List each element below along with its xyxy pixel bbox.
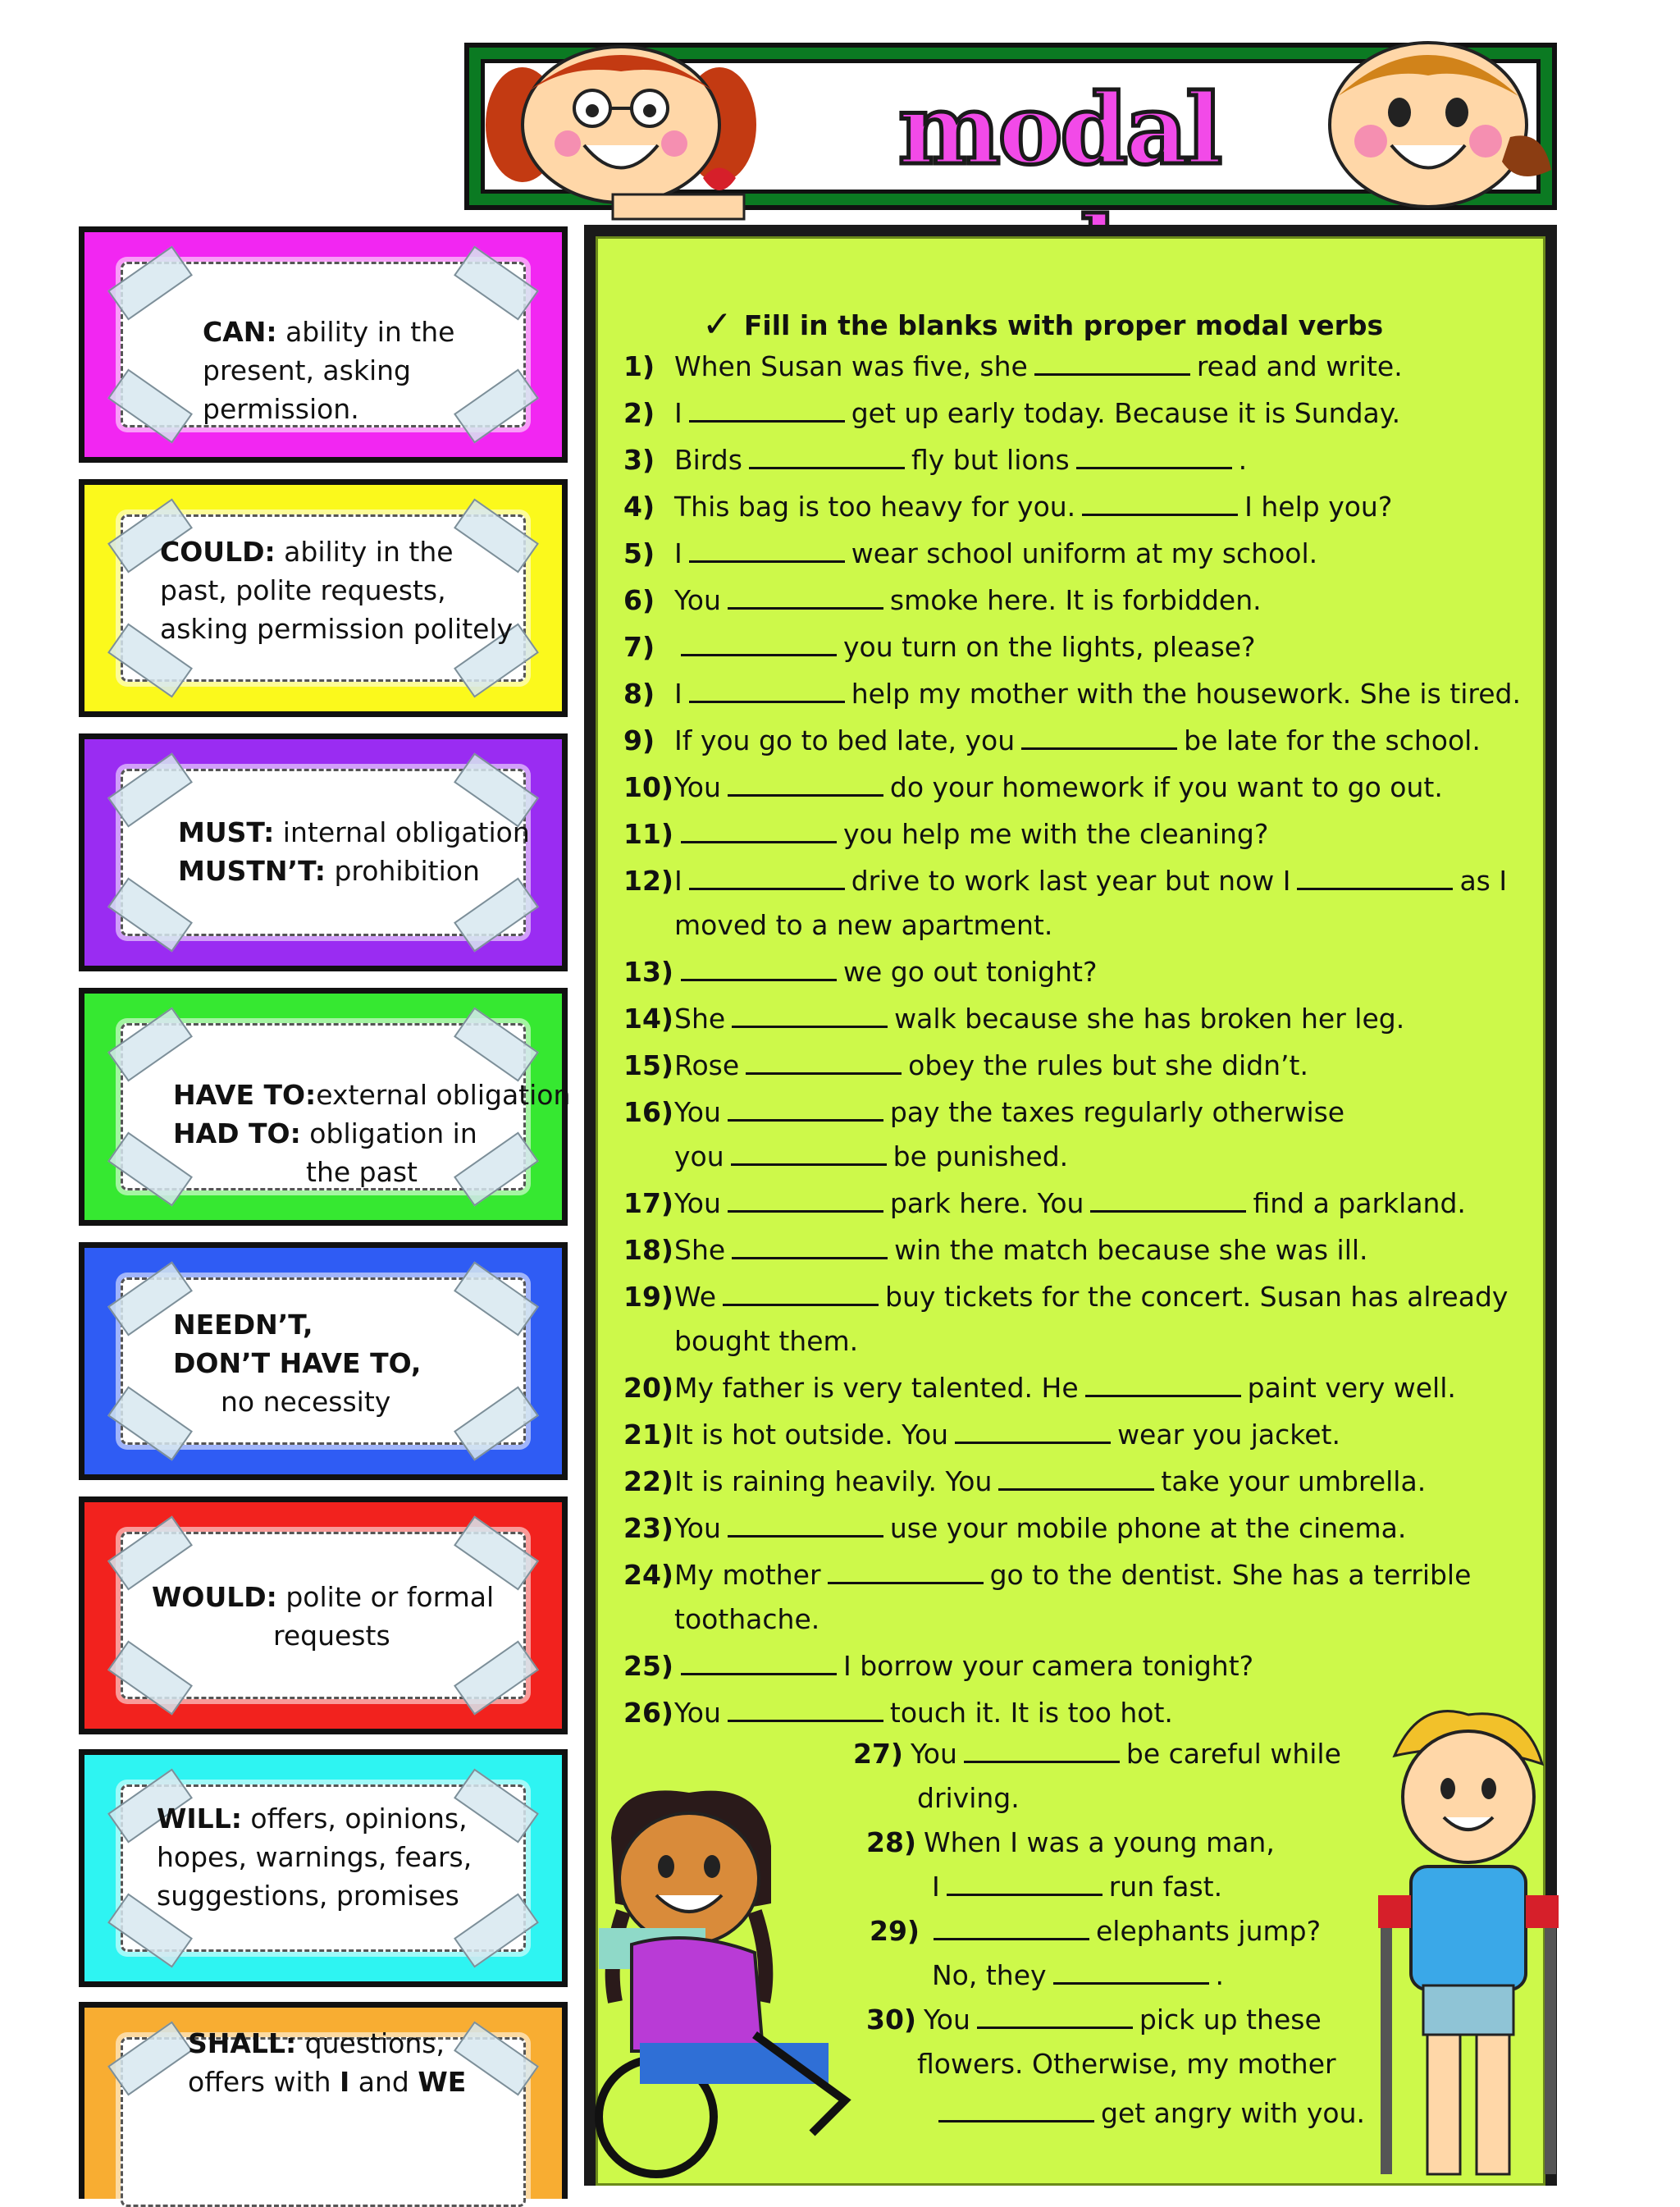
card-shall xyxy=(79,2002,568,2199)
question-text: be careful while xyxy=(1125,1738,1341,1770)
answer-blank[interactable] xyxy=(728,1187,883,1213)
question-row xyxy=(870,1913,1321,1949)
question-text: you help me with the cleaning? xyxy=(843,818,1269,850)
question-text: This bag is too heavy for you. xyxy=(674,491,1076,523)
question-row xyxy=(623,1464,1426,1500)
question-number: 2) xyxy=(623,397,655,429)
question-number: 23) xyxy=(623,1512,674,1544)
question-number: 10) xyxy=(623,771,674,803)
card-must xyxy=(79,733,568,971)
question-row xyxy=(623,442,1247,478)
answer-blank[interactable] xyxy=(1297,865,1453,890)
question-number: 9) xyxy=(623,724,655,756)
question-row xyxy=(674,1323,858,1359)
card-neednt xyxy=(79,1242,568,1480)
question-text: pick up these xyxy=(1139,2004,1322,2036)
question-text: pay the taxes regularly otherwise xyxy=(889,1096,1345,1128)
boy-crutches-icon xyxy=(1362,1707,1575,2174)
answer-blank[interactable] xyxy=(1034,350,1190,376)
question-number: 17) xyxy=(623,1187,674,1219)
question-text: you xyxy=(674,1140,724,1172)
answer-blank[interactable] xyxy=(689,678,845,703)
answer-blank[interactable] xyxy=(728,584,883,610)
question-number: 14) xyxy=(623,1003,674,1035)
question-row xyxy=(623,723,1481,759)
title-banner-inner xyxy=(481,59,1541,194)
checkmark-icon: ✓ xyxy=(702,304,733,345)
answer-blank[interactable] xyxy=(964,1738,1120,1763)
question-text: driving. xyxy=(917,1782,1020,1814)
question-row xyxy=(623,1001,1404,1037)
question-text: we go out tonight? xyxy=(843,956,1098,988)
question-text: get angry with you. xyxy=(1101,2097,1365,2129)
question-text: It is hot outside. You xyxy=(674,1419,949,1451)
answer-blank[interactable] xyxy=(977,2004,1133,2029)
question-text: I xyxy=(674,397,682,429)
answer-blank[interactable] xyxy=(728,1512,883,1538)
card-neednt-text: NEEDN’T, DON’T HAVE TO, no necessity xyxy=(173,1309,422,1418)
question-row xyxy=(623,1186,1466,1222)
question-number: 27) xyxy=(853,1738,904,1770)
question-text: I help you? xyxy=(1244,491,1393,523)
question-row xyxy=(674,907,1052,944)
card-have-to xyxy=(79,988,571,1226)
question-row xyxy=(623,583,1262,619)
card-must-text: MUST: internal obligation MUSTN’T: prohibition xyxy=(178,816,530,887)
question-text: find a parkland. xyxy=(1253,1187,1466,1219)
question-text: paint very well. xyxy=(1247,1372,1456,1404)
question-row xyxy=(623,1094,1344,1131)
question-text: help my mother with the housework. She is tired. xyxy=(851,678,1521,710)
question-row xyxy=(623,1557,1471,1593)
question-text: toothache. xyxy=(674,1603,820,1635)
question-row xyxy=(623,395,1400,432)
answer-blank[interactable] xyxy=(1085,1372,1241,1397)
answer-blank[interactable] xyxy=(1076,444,1232,469)
question-text: You xyxy=(674,1697,721,1729)
question-row xyxy=(623,1279,1508,1315)
question-number: 11) xyxy=(623,818,674,850)
card-will-text: WILL: offers, opinions, hopes, warnings, fears, suggestions, promises xyxy=(157,1803,472,1912)
answer-blank[interactable] xyxy=(746,1049,902,1075)
question-row xyxy=(623,863,1507,899)
question-text: take your umbrella. xyxy=(1161,1465,1427,1497)
question-row xyxy=(623,676,1521,712)
question-text: You xyxy=(674,1096,721,1128)
question-number: 16) xyxy=(623,1096,674,1128)
question-row xyxy=(674,1602,819,1638)
question-text: You xyxy=(674,1512,721,1544)
question-text: be punished. xyxy=(892,1140,1069,1172)
question-text: go to the dentist. She has a terrible xyxy=(989,1559,1472,1591)
page-title: modal xyxy=(897,72,1221,186)
answer-blank[interactable] xyxy=(1090,1187,1246,1213)
card-can-text: CAN: ability in the present, asking permission. xyxy=(203,316,455,425)
question-text: When I was a young man, xyxy=(924,1826,1275,1858)
card-have-to-text: HAVE TO:external obligation HAD TO: obligation in the past xyxy=(173,1079,571,1188)
question-number: 15) xyxy=(623,1049,674,1081)
question-text: park here. You xyxy=(889,1187,1084,1219)
question-text: read and write. xyxy=(1196,350,1403,382)
question-text: . xyxy=(1238,444,1248,476)
question-row xyxy=(932,1958,1224,1994)
question-row xyxy=(623,1232,1368,1268)
answer-blank[interactable] xyxy=(681,818,837,843)
question-number: 3) xyxy=(623,444,655,476)
question-text: as I xyxy=(1459,865,1508,897)
question-text: You xyxy=(674,1187,721,1219)
question-number: 5) xyxy=(623,537,655,569)
question-text: walk because she has broken her leg. xyxy=(894,1003,1405,1035)
answer-blank[interactable] xyxy=(938,2097,1094,2122)
card-could-text: COULD: ability in the past, polite requests, asking permission politely xyxy=(160,536,514,645)
question-text: She xyxy=(674,1003,726,1035)
question-text: Rose xyxy=(674,1049,740,1081)
card-shall-text: SHALL: questions, offers with I and WE xyxy=(188,2027,467,2098)
answer-blank[interactable] xyxy=(1053,1959,1209,1985)
question-text: I xyxy=(674,865,682,897)
question-text: She xyxy=(674,1234,726,1266)
boy-face-icon xyxy=(1305,39,1576,211)
question-row xyxy=(623,489,1392,525)
question-text: flowers. Otherwise, my mother xyxy=(917,2048,1336,2080)
answer-blank[interactable] xyxy=(728,1096,883,1122)
question-text: moved to a new apartment. xyxy=(674,909,1053,941)
question-text: I borrow your camera tonight? xyxy=(843,1650,1254,1682)
answer-blank[interactable] xyxy=(689,397,845,423)
question-text: elephants jump? xyxy=(1096,1915,1322,1947)
answer-blank[interactable] xyxy=(947,1871,1102,1896)
answer-blank[interactable] xyxy=(732,1003,888,1028)
question-row xyxy=(623,1510,1406,1547)
question-text: wear you jacket. xyxy=(1117,1419,1340,1451)
answer-blank[interactable] xyxy=(681,1650,837,1675)
question-text: Birds xyxy=(674,444,742,476)
answer-blank[interactable] xyxy=(998,1465,1154,1491)
question-text: obey the rules but she didn’t. xyxy=(908,1049,1308,1081)
question-text: you turn on the lights, please? xyxy=(843,631,1256,663)
answer-blank[interactable] xyxy=(955,1419,1111,1444)
card-would-text: WOULD: polite or formal requests xyxy=(152,1581,495,1652)
question-number: 6) xyxy=(623,584,655,616)
question-row xyxy=(623,954,1097,990)
question-number: 18) xyxy=(623,1234,674,1266)
question-text: smoke here. It is forbidden. xyxy=(889,584,1262,616)
question-text: fly but lions xyxy=(911,444,1070,476)
card-will xyxy=(79,1749,568,1987)
question-row xyxy=(623,536,1317,572)
question-number: 1) xyxy=(623,350,655,382)
answer-blank[interactable] xyxy=(1082,491,1238,516)
question-text: use your mobile phone at the cinema. xyxy=(889,1512,1407,1544)
question-text: No, they xyxy=(932,1959,1047,1991)
question-row xyxy=(917,2046,1336,2082)
question-number: 26) xyxy=(623,1697,674,1729)
answer-blank[interactable] xyxy=(689,865,845,890)
question-text: buy tickets for the concert. Susan has already xyxy=(885,1281,1509,1313)
question-row xyxy=(853,1736,1341,1772)
girl-face-icon xyxy=(490,47,760,219)
card-would xyxy=(79,1496,568,1734)
question-text: . xyxy=(1215,1959,1225,1991)
question-row xyxy=(623,816,1268,852)
answer-blank[interactable] xyxy=(1021,724,1177,750)
question-row xyxy=(623,1695,1173,1731)
question-row xyxy=(674,1139,1068,1175)
answer-blank[interactable] xyxy=(828,1559,984,1584)
question-text: touch it. It is too hot. xyxy=(889,1697,1173,1729)
question-row xyxy=(623,1370,1456,1406)
answer-blank[interactable] xyxy=(728,1697,883,1722)
question-text: win the match because she was ill. xyxy=(894,1234,1368,1266)
answer-blank[interactable] xyxy=(689,537,845,563)
question-number: 28) xyxy=(866,1826,917,1858)
question-number: 22) xyxy=(623,1465,674,1497)
question-number: 21) xyxy=(623,1419,674,1451)
question-text: get up early today. Because it is Sunday. xyxy=(851,397,1401,429)
question-text: You xyxy=(924,2004,970,2036)
question-text: do your homework if you want to go out. xyxy=(889,771,1443,803)
question-row xyxy=(623,349,1403,385)
question-text: My father is very talented. He xyxy=(674,1372,1079,1404)
card-could xyxy=(79,479,568,717)
question-number: 19) xyxy=(623,1281,674,1313)
question-text: You xyxy=(674,584,721,616)
question-number: 29) xyxy=(870,1915,920,1947)
question-row xyxy=(917,1780,1020,1816)
question-number: 13) xyxy=(623,956,674,988)
question-text: My mother xyxy=(674,1559,821,1591)
answer-blank[interactable] xyxy=(749,444,905,469)
question-text: You xyxy=(674,771,721,803)
card-can xyxy=(79,226,568,463)
question-number: 4) xyxy=(623,491,655,523)
question-row xyxy=(623,1417,1340,1453)
girl-wheelchair-icon xyxy=(566,1789,878,2174)
answer-blank[interactable] xyxy=(728,771,883,797)
question-text: I xyxy=(932,1871,940,1903)
question-text: I xyxy=(674,678,682,710)
question-text: run fast. xyxy=(1108,1871,1223,1903)
question-text: be late for the school. xyxy=(1184,724,1481,756)
question-text: I xyxy=(674,537,682,569)
question-text: You xyxy=(911,1738,957,1770)
question-row xyxy=(932,1869,1222,1905)
question-text: If you go to bed late, you xyxy=(674,724,1016,756)
question-number: 7) xyxy=(623,631,655,663)
question-text: We xyxy=(674,1281,716,1313)
question-number: 20) xyxy=(623,1372,674,1404)
question-text: wear school uniform at my school. xyxy=(851,537,1318,569)
answer-blank[interactable] xyxy=(732,1234,888,1259)
answer-blank[interactable] xyxy=(723,1281,879,1306)
question-number: 12) xyxy=(623,865,674,897)
question-text: bought them. xyxy=(674,1325,859,1357)
question-row xyxy=(623,770,1443,806)
question-row xyxy=(866,1825,1275,1861)
question-text: When Susan was five, she xyxy=(674,350,1028,382)
answer-blank[interactable] xyxy=(934,1915,1089,1940)
question-number: 30) xyxy=(866,2004,917,2036)
question-row xyxy=(623,1648,1253,1684)
answer-blank[interactable] xyxy=(731,1140,887,1166)
question-row xyxy=(866,2002,1322,2038)
question-row xyxy=(932,2095,1365,2132)
question-row xyxy=(623,629,1256,665)
question-row xyxy=(623,1048,1308,1084)
title-banner xyxy=(464,43,1557,210)
question-number: 24) xyxy=(623,1559,674,1591)
answer-blank[interactable] xyxy=(681,631,837,656)
question-text: drive to work last year but now I xyxy=(851,865,1291,897)
answer-blank[interactable] xyxy=(681,956,837,981)
instruction: ✓ Fill in the blanks with proper modal verbs xyxy=(702,304,1384,345)
question-number: 25) xyxy=(623,1650,674,1682)
question-text: It is raining heavily. You xyxy=(674,1465,993,1497)
question-number: 8) xyxy=(623,678,655,710)
